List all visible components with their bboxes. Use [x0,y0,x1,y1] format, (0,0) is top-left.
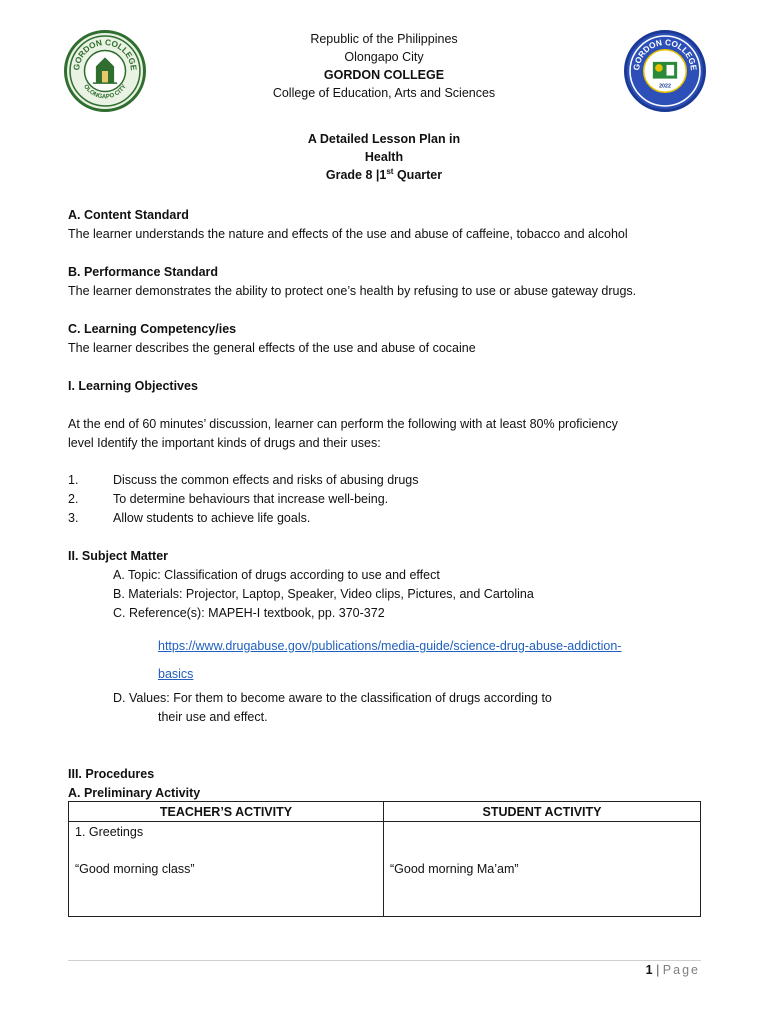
preliminary-activity-table [68,801,701,917]
subject-references: C. Reference(s): MAPEH-I textbook, pp. 370-372 [113,606,385,620]
header-republic: Republic of the Philippines [310,32,458,46]
page-number: 1 [645,963,653,977]
content-standard-section [68,206,708,244]
subject-materials: B. Materials: Projector, Laptop, Speaker, Video clips, Pictures, and Cartolina [113,587,534,601]
procedures-heading: III. Procedures [68,767,155,781]
logo-right-ring-top: GORDON COLLEGE [631,37,699,71]
subject-matter-section [68,547,708,623]
subject-topic: A. Topic: Classification of drugs according to use and effect [113,568,440,582]
logo-right-year: 2022 [659,83,671,90]
student-greeting-text: “Good morning Ma’am” [390,862,519,876]
objectives-intro [68,415,708,453]
list-item: 1. Discuss the common effects and risks of abusing drugs [68,473,419,487]
subject-values-line2: their use and effect. [158,710,268,724]
col-teacher-activity: TEACHER’S ACTIVITY [69,802,384,822]
procedures-section [68,765,708,803]
page-separator: | [656,963,660,977]
header-department: College of Education, Arts and Sciences [272,86,496,100]
performance-standard-text: The learner demonstrates the ability to protect one’s health by refusing to use or abuse gateway drugs. [68,284,637,298]
logo-left-ring-top: GORDON COLLEGE [71,37,139,71]
objectives-intro-line1: At the end of 60 minutes’ discussion, learner can perform the following with at least 80% proficiency [68,417,618,431]
competency-heading: C. Learning Competency/ies [68,322,237,336]
content-standard-heading: A. Content Standard [68,208,189,222]
title-grade-quarter: Grade 8 |1st Quarter [325,166,443,182]
teacher-greeting-text: “Good morning class” [75,862,195,876]
objectives-list [68,471,708,528]
table-row [69,822,701,917]
performance-standard-heading: B. Performance Standard [68,265,219,279]
teacher-greetings-label: 1. Greetings [75,825,144,839]
title-subject: Health [364,150,404,164]
objectives-heading: I. Learning Objectives [68,379,198,393]
title-line1: A Detailed Lesson Plan in [307,132,461,146]
content-standard-text: The learner understands the nature and effects of the use and abuse of caffeine, tobacco and alcohol [68,227,628,241]
competency-section [68,320,708,358]
teacher-activity-cell [69,822,384,917]
logo-left-ring-bottom: OLONGAPO CITY [82,83,128,101]
institution-header [0,30,768,102]
header-city: Olongapo City [344,50,424,64]
footer-divider [68,960,701,961]
list-item: 3. Allow students to achieve life goals. [68,511,311,525]
reference-link[interactable] [68,632,708,688]
performance-standard-section [68,263,708,301]
header-college: GORDON COLLEGE [323,68,445,82]
lesson-plan-title [0,130,768,184]
table-header-row [69,802,701,822]
reference-link-wrap [68,632,708,688]
objectives-intro-line2: level Identify the important kinds of drugs and their uses: [68,436,381,450]
preliminary-activity-heading: A. Preliminary Activity [68,786,201,800]
subject-values-line1: D. Values: For them to become aware to the classification of drugs according to [113,691,552,705]
reference-link-line2[interactable]: basics [158,667,194,681]
objectives-section [68,377,708,396]
subject-matter-heading: II. Subject Matter [68,549,169,563]
values-wrap [68,689,708,727]
reference-link-line1[interactable]: https://www.drugabuse.gov/publications/media-guide/science-drug-abuse-addiction- [158,639,622,653]
student-activity-cell [384,822,701,917]
competency-text: The learner describes the general effects of the use and abuse of cocaine [68,341,476,355]
page-word: Page [662,963,700,977]
page-footer [600,962,700,978]
objectives-list-wrap [68,471,708,528]
col-student-activity: STUDENT ACTIVITY [384,802,701,822]
list-item: 2. To determine behaviours that increase well-being. [68,492,389,506]
